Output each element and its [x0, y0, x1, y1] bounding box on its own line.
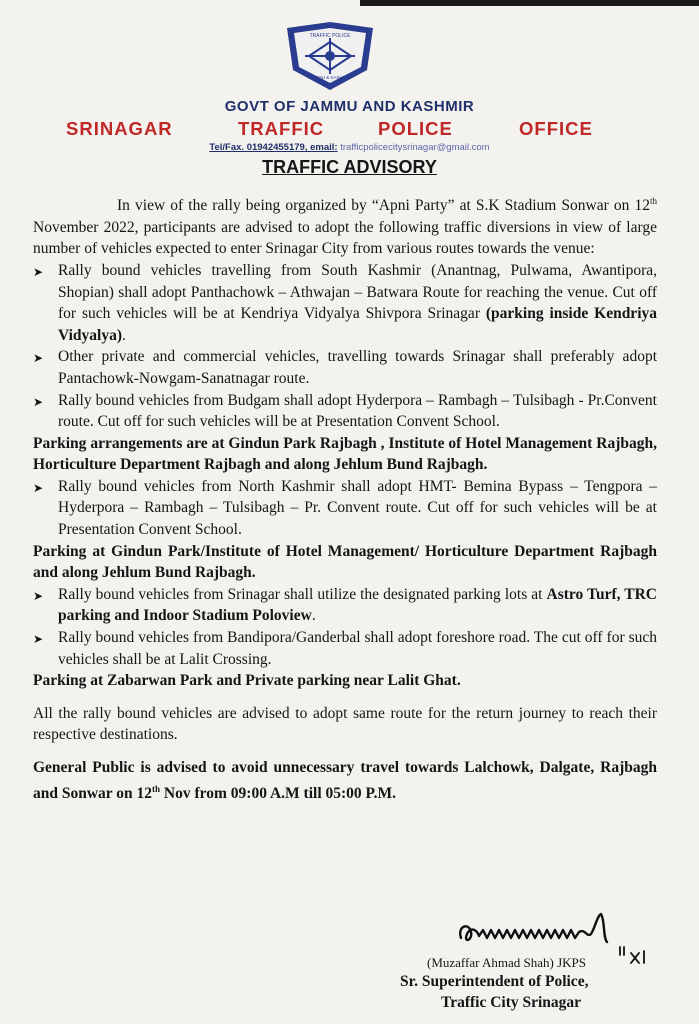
- arrow-bullet-icon: ➤: [33, 351, 44, 366]
- office-word-police: POLICE: [378, 118, 453, 139]
- list-item: ➤ Rally bound vehicles from Budgam shall adopt Hyderpora – Rambagh – Tulsibagh - Pr.Convent route. Cut off for such vehicles will be at Presentation Convent School.: [33, 390, 657, 433]
- list-item: ➤ Rally bound vehicles travelling from South Kashmir (Anantnag, Pulwama, Awantipora, Shopian) shall adopt Panthachowk – Athwajan – Batwara Route for reaching the venue. Cut off for such vehicles will be at Kendriya Vidyalya Shivpora Srinagar (parking inside Kendriya Vidyalya).: [33, 260, 657, 346]
- contact-line: [0, 142, 699, 153]
- arrow-bullet-icon: ➤: [33, 264, 44, 279]
- parking-note-bandipora: Parking at Zabarwan Park and Private parking near Lalit Ghat.: [33, 672, 461, 690]
- contact-label: Tel/Fax. 01942455179, email:: [209, 142, 338, 153]
- office-word-traffic: TRAFFIC: [238, 118, 325, 139]
- signatory-office: Traffic City Srinagar: [441, 994, 582, 1011]
- traffic-police-emblem: [283, 20, 377, 92]
- cropped-stamp-edge: [400, 1014, 699, 1024]
- office-heading: [0, 118, 699, 142]
- emblem-top-text: TRAFFIC POLICE: [309, 33, 351, 39]
- scan-edge: [360, 0, 699, 6]
- arrow-bullet-icon: ➤: [33, 394, 44, 409]
- public-notice: General Public is advised to avoid unnecessary travel towards Lalchowk, Dalgate, Rajbagh and Sonwar on 12th Nov from 09:00 A.M till 05:00 P.M.: [33, 759, 657, 802]
- office-word-office: OFFICE: [519, 118, 593, 139]
- arrow-bullet-icon: ➤: [33, 632, 44, 647]
- closing-paragraph: All the rally bound vehicles are advised to adopt same route for the return journey to reach their respective destinations.: [33, 704, 657, 744]
- list-item: ➤ Rally bound vehicles from North Kashmir shall adopt HMT- Bemina Bypass – Tengpora – Hyderpora – Rambagh – Tulsibagh – Pr. Convent route. Cut off for such vehicles will be at Presentation Convent School.: [33, 476, 657, 541]
- arrow-bullet-icon: ➤: [33, 588, 44, 603]
- signatory-name: (Muzaffar Ahmad Shah) JKPS: [427, 955, 586, 970]
- parking-note-north: Parking at Gindun Park/Institute of Hotel Management/ Horticulture Department Rajbagh and along Jehlum Bund Rajbagh.: [33, 542, 657, 582]
- intro-paragraph: In view of the rally being organized by “Apni Party” at S.K Stadium Sonwar on 12th November 2022, participants are advised to adopt the following traffic diversions in view of large number of vehicles expected to enter Srinagar City from various routes towards the venue:: [33, 196, 657, 258]
- emblem-bottom-text: JAMMU & KASHMIR: [308, 75, 352, 80]
- advisory-body: [33, 191, 657, 804]
- parking-note-budgam: Parking arrangements are at Gindun Park Rajbagh , Institute of Hotel Management Rajbagh, Horticulture Department Rajbagh and along Jehlum Bund Rajbagh.: [33, 434, 657, 474]
- arrow-bullet-icon: ➤: [33, 480, 44, 495]
- office-word-srinagar: SRINAGAR: [66, 118, 173, 139]
- list-item: ➤ Rally bound vehicles from Srinagar shall utilize the designated parking lots at Astro Turf, TRC parking and Indoor Stadium Poloview.: [33, 584, 657, 627]
- list-item: ➤ Other private and commercial vehicles, travelling towards Srinagar shall preferably adopt Pantachowk-Nowgam-Sanatnagar route.: [33, 346, 657, 389]
- list-item: ➤ Rally bound vehicles from Bandipora/Ganderbal shall adopt foreshore road. The cut off for such vehicles shall be at Lalit Crossing.: [33, 627, 657, 670]
- signatory-title: Sr. Superintendent of Police,: [400, 973, 589, 990]
- contact-email: trafficpolicecitysrinagar@gmail.com: [340, 142, 490, 153]
- govt-heading: GOVT OF JAMMU AND KASHMIR: [224, 98, 475, 115]
- document-title: TRAFFIC ADVISORY: [262, 157, 437, 177]
- signature-image: [455, 908, 615, 952]
- initials-mark: [617, 945, 653, 967]
